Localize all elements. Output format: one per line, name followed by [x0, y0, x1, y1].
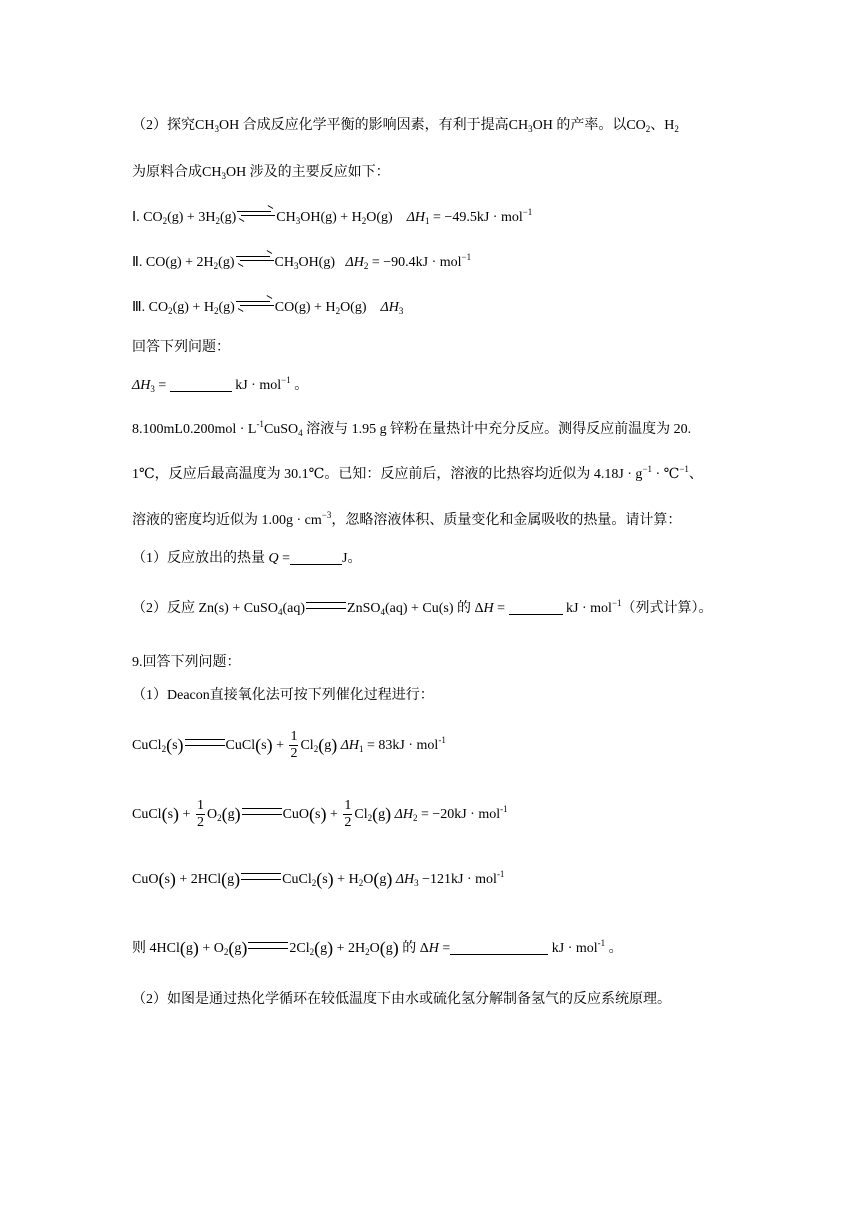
q8-part1: （1）反应放出的热量 Q = J。: [132, 551, 362, 566]
deacon-eq1: CuCl$_2$(s) CuCl(s) + $\frac{1}{2}$ $Cl_2(g) \Delta H_1 = 83kJ \cdot mol^{-1}$: [132, 729, 446, 762]
q7-part2-line2: 为原料合成$CH_3OH$ 涉及的主要反应如下：: [132, 165, 390, 181]
q9-part2: （2）如图是通过热化学循环在较低温度下由水或硫化氢分解制备氢气的反应系统原理。: [132, 992, 671, 1007]
reaction-1: Ⅰ. $CO_2(g) + 3H_2(g)$ $CH_3OH(g) + H_2O(g)$ $\Delta H_1 = -49.5kJ \cdot mol^{-1}$: [132, 207, 533, 226]
q7-dh3-blank: $\Delta H_3$ = kJ · mol$^{-1}$ 。: [132, 375, 309, 394]
q7-part2-line1: （2）探究$CH_3OH$ 合成反应化学平衡的影响因素，有利于提高$CH_3OH$ 的产率。以$CO_2$、$H_2$: [132, 118, 679, 134]
deacon-final: 则 $4HCl(g) + O_2(g) 2Cl_2(g) + 2H_2O(g)$ 的 ΔH = kJ · mol$^{-1}$ 。: [132, 938, 623, 958]
reaction-3: Ⅲ. $CO_2(g) + H_2(g)$ $CO(g) + H_2O(g)$ $\Delta H_3$: [132, 298, 403, 318]
q8-part2: （2）反应 Zn(s) + CuSO$_4$(aq) ZnSO$_4$(aq) + Cu(s) 的 ΔH = kJ · mol$^{-1}$（列式计算）。: [132, 598, 713, 617]
q8-line1: $8.100mL0.200mol \cdot L^{-1}CuSO_4$ 溶液与 1.95 g 锌粉在量热计中充分反应。测得反应前温度为 20.: [132, 419, 692, 438]
answer-blank[interactable]: [450, 940, 548, 955]
q9-part1: （1）Deacon直接氧化法可按下列催化过程进行：: [132, 688, 434, 703]
deacon-eq2: CuCl(s) + $\frac{1}{2}$ $O_2(g) CuO(s)$ + $\frac{1}{2}$ $Cl_2(g) \Delta H_2 = -20kJ \cdot mol^{-1}$: [132, 798, 508, 831]
reaction-2: Ⅱ. $CO(g) + 2H_2(g)$ $CH_3OH(g) \Delta H_2 = -90.4kJ \cdot mol^{-1}$: [132, 252, 472, 271]
q8-line2: 1℃，反应后最高温度为 30.1℃。已知：反应前后，溶液的比热容均近似为 $4.18J \cdot g^{-1}$ · ℃$^{-1}$、: [132, 464, 703, 482]
q7-ask: 回答下列问题：: [132, 340, 230, 355]
answer-blank[interactable]: [170, 377, 232, 392]
deacon-eq3: CuO(s) + 2HCl(g) CuCl$_2$(s) + $H_2O(g)$ $\Delta H_3 -121kJ \cdot mol^{-1}$: [132, 869, 505, 889]
q8-line3: 溶液的密度均近似为 $1.00g \cdot cm^{-3}$，忽略溶液体积、质量变化和金属吸收的热量。请计算：: [132, 510, 682, 528]
answer-blank[interactable]: [509, 600, 563, 615]
answer-blank[interactable]: [290, 550, 342, 565]
q9-title: 9.回答下列问题：: [132, 655, 241, 670]
